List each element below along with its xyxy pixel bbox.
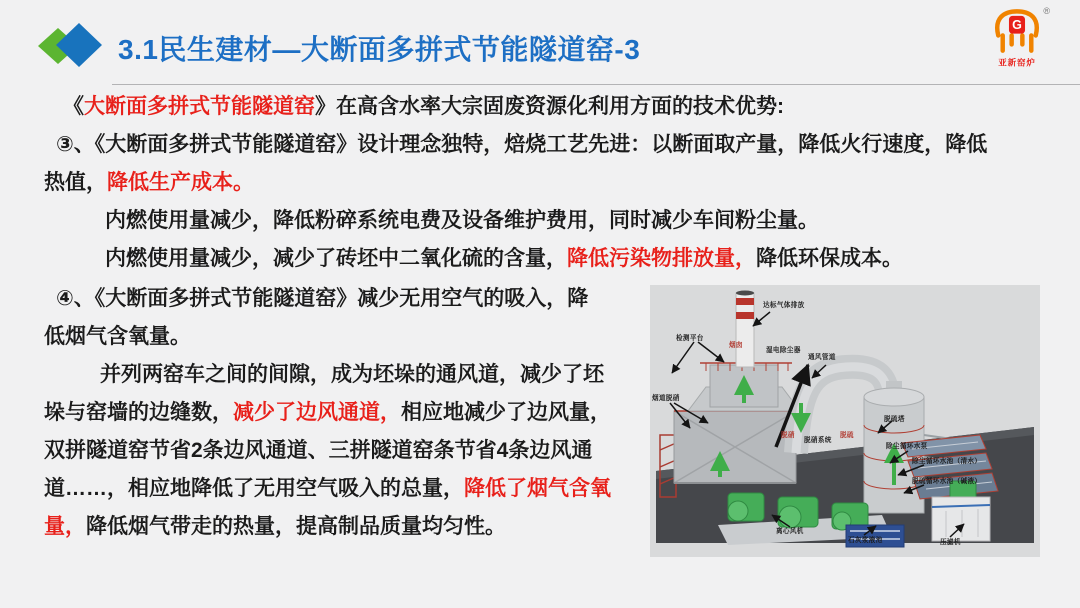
- left-column-text: [44, 280, 650, 546]
- title-diamond-icon: [38, 16, 104, 74]
- label-dust-water-pool: 除尘循环水池（清水）: [912, 457, 982, 465]
- highlight-oxygen-2: 量，: [44, 515, 86, 538]
- paragraph-point4-line4: [44, 394, 650, 432]
- label-lime-slurry-pool: 石灰浆液池: [848, 536, 883, 544]
- text-segment: 双拼隧道窑节省2条边风通道、三拼隧道窑条节省4条边风通: [44, 439, 593, 462]
- text-segment: 内燃使用量减少，降低粉碎系统电费及设备维护费用，同时减少车间粉尘量。: [105, 209, 819, 232]
- brand-name: 亚新窑炉: [998, 58, 1036, 68]
- highlight-cost: 降低生产成本。: [107, 171, 254, 194]
- paragraph-point4-line1: [44, 280, 650, 318]
- paragraph-point3-line4: [44, 240, 1044, 278]
- svg-text:G: G: [1012, 18, 1022, 33]
- chimney: [736, 291, 754, 368]
- paragraph-point4-line7: [44, 508, 650, 546]
- label-desulfurization-tower: 脱硫塔: [884, 415, 905, 423]
- label-clean-gas-emission: 达标气体排放: [763, 301, 805, 309]
- label-chimney: 烟囱: [729, 341, 743, 349]
- label-inspection-platform: 检测平台: [676, 334, 704, 342]
- text-segment: 道……，相应地降低了无用空气吸入的总量，: [44, 477, 464, 500]
- filter-press: [932, 497, 990, 541]
- registered-mark-icon: ®: [1043, 6, 1050, 16]
- equipment-illustration: [650, 285, 1040, 557]
- title-underline: [112, 84, 1080, 85]
- highlight-side-wind: 减少了边风通道，: [233, 401, 401, 424]
- label-centrifugal-fan: 离心风机: [776, 527, 804, 535]
- kiln-equipment-figure: [650, 285, 1040, 557]
- text-segment: 降低烟气带走的热量，提高制品质量均匀性。: [86, 515, 506, 538]
- label-flue-denitration: 烟道脱硝: [652, 394, 680, 402]
- label-desulfurization: 脱硫: [840, 431, 854, 439]
- paragraph-point4-line2: [44, 318, 650, 356]
- label-wet-esp: 湿电除尘器: [766, 346, 801, 354]
- highlight-kiln-name: 大断面多拼式节能隧道窑: [84, 95, 315, 118]
- label-denitration: 脱硝: [781, 431, 795, 439]
- label-dust-water-pump: 除尘循环水泵: [886, 442, 928, 450]
- body-text: [44, 88, 1044, 278]
- page-title: 3.1民生建材—大断面多拼式节能隧道窑-3: [118, 34, 641, 65]
- paragraph-point4-line3: [44, 356, 650, 394]
- text-segment: 内燃使用量减少，减少了砖坯中二氧化硫的含量，: [105, 247, 567, 270]
- text-segment: ③、《大断面多拼式节能隧道窑》设计理念独特，焙烧工艺先进：以断面取产量，降低火行速度，降低: [56, 133, 988, 156]
- text-segment: 相应地减少了边风量，: [401, 401, 611, 424]
- highlight-oxygen-1: 降低了烟气含氧: [464, 477, 611, 500]
- text-segment: ④、《大断面多拼式节能隧道窑》减少无用空气的吸入，降: [56, 287, 589, 310]
- text-segment: 垛与窑墙的边缝数，: [44, 401, 233, 424]
- text-segment: 热值，: [44, 171, 107, 194]
- text-segment: 降低环保成本。: [756, 247, 903, 270]
- label-desulf-water-pool: 脱硫循环水池（碱液）: [912, 477, 982, 485]
- brand-logo: [976, 6, 1058, 82]
- paragraph-intro: [44, 88, 1044, 126]
- kiln-logo-icon: [990, 6, 1044, 56]
- paragraph-point3-line2: [44, 164, 1044, 202]
- text-segment: 《: [63, 95, 84, 118]
- paragraph-point3-line3: [44, 202, 1044, 240]
- paragraph-point3-line1: [44, 126, 1044, 164]
- paragraph-point4-line6: [44, 470, 650, 508]
- label-filter-press: 压滤机: [940, 538, 961, 546]
- text-segment: 》在高含水率大宗固废资源化利用方面的技术优势:: [315, 95, 784, 118]
- label-ventilation-duct: 通风管道: [808, 353, 836, 361]
- text-segment: 低烟气含氧量。: [44, 325, 191, 348]
- label-denitration-system: 脱硝系统: [804, 436, 832, 444]
- text-segment: 并列两窑车之间的间隙，成为坯垛的通风道，减少了坯: [100, 363, 604, 386]
- paragraph-point4-line5: [44, 432, 650, 470]
- highlight-emission: 降低污染物排放量，: [567, 247, 756, 270]
